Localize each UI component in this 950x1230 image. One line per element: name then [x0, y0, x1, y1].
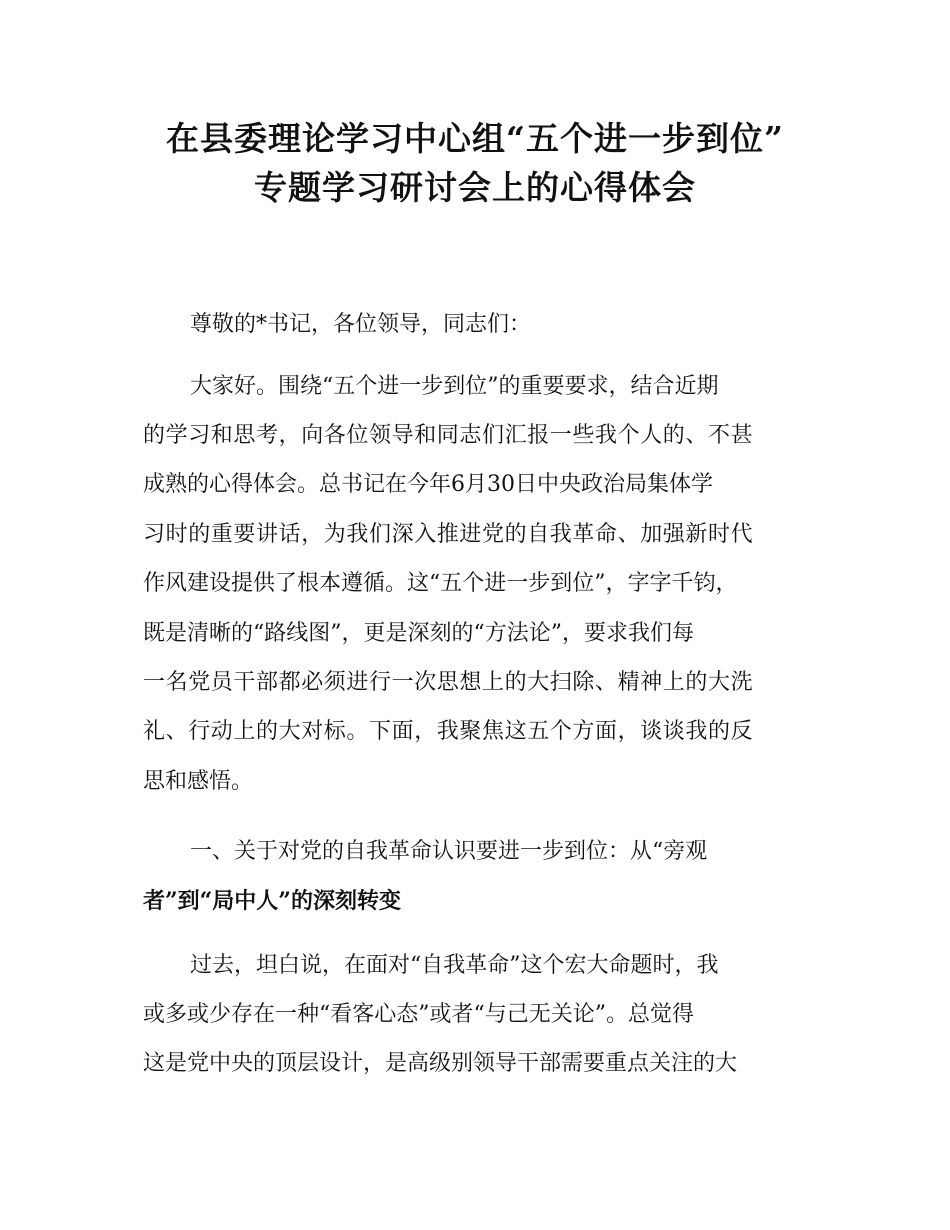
- paragraph-2-line: 过去，坦白说，在面对“自我革命”这个宏大命题时，我: [190, 953, 719, 978]
- paragraph-1-line: 礼、行动上的大对标。下面，我聚焦这五个方面，谈谈我的反: [143, 719, 754, 744]
- section-heading-1-line: 者”到“局中人”的深刻转变: [143, 888, 401, 914]
- paragraph-1-line: 思和感悟。: [143, 769, 254, 794]
- paragraph-1-line: 一名党员干部都必须进行一次思想上的大扫除、精神上的大洗: [143, 670, 754, 695]
- paragraph-1-line: 的学习和思考，向各位领导和同志们汇报一些我个人的、不甚: [143, 423, 754, 448]
- paragraph-1-line: 成熟的心得体会。总书记在今年6月30日中央政治局集体学: [143, 472, 713, 497]
- salutation: 尊敬的*书记，各位领导，同志们：: [190, 312, 532, 337]
- paragraph-1-line: 既是清晰的“路线图”，更是深刻的“方法论”，要求我们每: [143, 621, 694, 646]
- paragraph-2-line: 或多或少存在一种“看客心态”或者“与己无关论”。总觉得: [143, 1002, 694, 1027]
- paragraph-2-line: 这是党中央的顶层设计，是高级别领导干部需要重点关注的大: [143, 1051, 738, 1076]
- paragraph-1-line: 大家好。围绕“五个进一步到位”的重要要求，结合近期: [190, 374, 719, 399]
- title-line-1: 在县委理论学习中心组“五个进一步到位”: [166, 119, 784, 158]
- title-line-2: 专题学习研讨会上的心得体会: [254, 168, 696, 207]
- section-heading-1-line: 一、关于对党的自我革命认识要进一步到位：从“旁观: [190, 839, 708, 864]
- paragraph-1-line: 作风建设提供了根本遵循。这“五个进一步到位”，字字千钧，: [143, 571, 738, 596]
- paragraph-1-line: 习时的重要讲话，为我们深入推进党的自我革命、加强新时代: [143, 522, 754, 547]
